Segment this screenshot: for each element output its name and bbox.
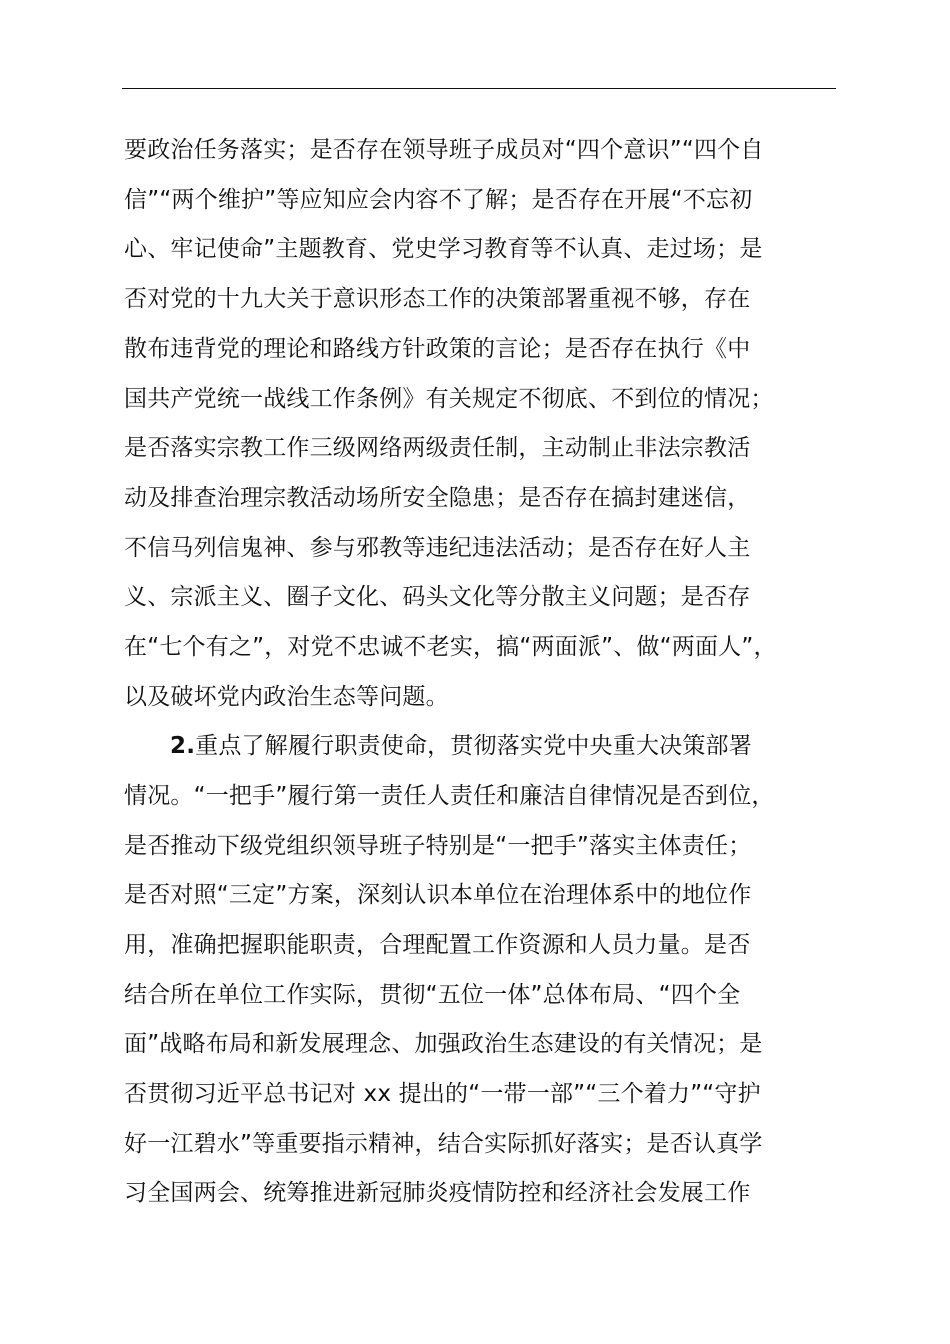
- paragraph-2-first-line-text: 重点了解履行职责使命，贯彻落实党中央重大决策部署: [195, 733, 752, 759]
- paragraph-1-line-5: 散布违背党的理论和路线方针政策的言论；是否存在执行《中: [124, 336, 751, 362]
- paragraph-2-line-6: 结合所在单位工作实际，贯彻“五位一体”总体布局、“四个全: [124, 982, 741, 1008]
- paragraph-1-line-1: 要政治任务落实；是否存在领导班子成员对“四个意识”“四个自: [124, 137, 764, 163]
- paragraph-1-line-12: 以及破坏党内政治生态等问题。: [124, 684, 449, 710]
- paragraph-2-line-4: 是否对照“三定”方案，深刻认识本单位在治理体系中的地位作: [124, 882, 752, 908]
- paragraph-1-line-8: 动及排查治理宗教活动场所安全隐患；是否存在搞封建迷信，: [124, 485, 751, 511]
- paragraph-1-line-7: 是否落实宗教工作三级网络两级责任制，主动制止非法宗教活: [124, 435, 751, 461]
- paragraph-2-number: 2.: [170, 733, 196, 759]
- paragraph-1-line-2: 信”“两个维护”等应知应会内容不了解；是否存在开展“不忘初: [124, 187, 753, 213]
- paragraph-1-line-9: 不信马列信鬼神、参与邪教等违纪违法活动；是否存在好人主: [124, 535, 751, 561]
- paragraph-2-line-9: 好一江碧水”等重要指示精神，结合实际抓好落实；是否认真学: [124, 1131, 763, 1157]
- paragraph-1-line-4: 否对党的十九大关于意识形态工作的决策部署重视不够，存在: [124, 286, 751, 312]
- paragraph-2-line-8: 否贯彻习近平总书记对 xx 提出的“一带一部”“三个着力”“守护: [124, 1081, 761, 1107]
- paragraph-1-line-11: 在“七个有之”，对党不忠诚不老实，搞“两面派”、做“两面人”，: [124, 634, 777, 660]
- paragraph-2-line-7: 面”战略布局和新发展理念、加强政治生态建设的有关情况；是: [124, 1031, 763, 1057]
- paragraph-1-line-3: 心、牢记使命”主题教育、党史学习教育等不认真、走过场；是: [124, 236, 763, 262]
- paragraph-1-line-6: 国共产党统一战线工作条例》有关规定不彻底、不到位的情况；: [124, 386, 774, 412]
- paragraph-2-line-1: [170, 731, 752, 761]
- header-rule: [122, 88, 836, 89]
- paragraph-2-line-3: 是否推动下级党组织领导班子特别是“一把手”落实主体责任；: [124, 833, 752, 859]
- paragraph-2-line-10: 习全国两会、统筹推进新冠肺炎疫情防控和经济社会发展工作: [124, 1180, 751, 1206]
- paragraph-2-line-5: 用，准确把握职能职责，合理配置工作资源和人员力量。是否: [124, 932, 751, 958]
- paragraph-2-line-2: 情况。“一把手”履行第一责任人责任和廉洁自律情况是否到位，: [124, 783, 775, 809]
- paragraph-1-line-10: 义、宗派主义、圈子文化、码头文化等分散主义问题；是否存: [124, 584, 751, 610]
